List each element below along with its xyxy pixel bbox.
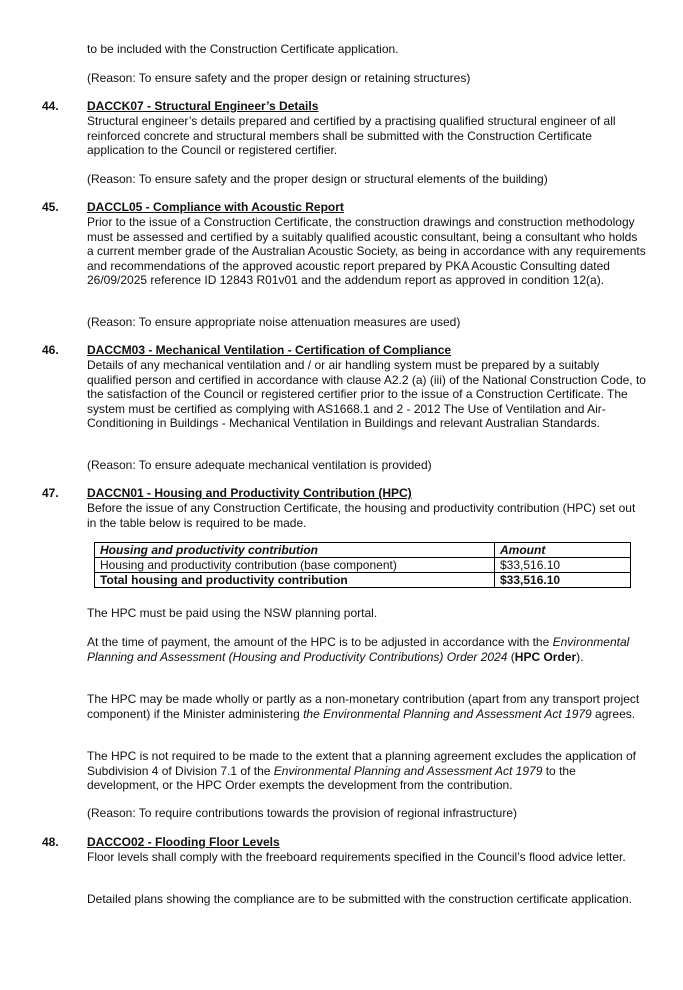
reason-text: (Reason: To require contributions towards the provision of regional infrastructure) [87, 806, 517, 820]
condition-number: 45. [42, 200, 59, 214]
text-run: The HPC may be made wholly or partly as a non-monetary contribution (apart from any transport project component) if the Minister administering [87, 692, 640, 721]
condition-body: Before the issue of any Construction Certificate, the housing and productivity contribution (HPC) set out in the table below is required to be made. [87, 501, 636, 530]
hpc-table [94, 542, 631, 588]
condition-heading: DACCM03 - Mechanical Ventilation - Certification of Compliance [87, 343, 452, 357]
continuation-text: to be included with the Construction Certificate application. [87, 42, 399, 56]
text-run: The HPC is not required to be made to the extent that a planning agreement excludes the application of Subdivision 4 of Division 7.1 of the [87, 749, 637, 778]
condition-number: 44. [42, 99, 59, 113]
condition-body: Structural engineer’s details prepared and certified by a practising qualified structural engineer of all reinforced concrete and structural members shall be submitted with the Construction Certificate application to the Council or registered certifier. [87, 114, 616, 157]
condition-body: Prior to the issue of a Construction Certificate, the construction drawings and construction methodology must be assessed and certified by a suitably qualified acoustic consultant, being a consultant who holds a current member grade of the Australian Acoustic Society, as being in accordance with any requirements and recommendations of the approved acoustic report prepared by PKA Acoustic Consulting dated 26/09/2025 reference ID 12843 R01v01 and the addendum report as approved in condition 12(a). [87, 215, 646, 287]
order-title: Environmental Planning and Assessment (Housing and Productivity Contributions) Order 2024 [87, 635, 630, 664]
hpc-paragraph [87, 692, 647, 721]
act-title: Environmental Planning and Assessment Act 1979 [273, 763, 543, 778]
condition-heading: DACCL05 - Compliance with Acoustic Report [87, 200, 344, 214]
act-title: the Environmental Planning and Assessment Act 1979 [303, 706, 592, 721]
reason-text: (Reason: To ensure safety and the proper design or structural elements of the building) [87, 172, 548, 186]
text-run: to the development, or the HPC Order exempts the development from the contribution. [87, 763, 576, 792]
condition-paragraph: Detailed plans showing the compliance are to be submitted with the construction certificate application. [87, 892, 632, 906]
table-cell: $33,516.10 [495, 558, 631, 573]
reason-text: (Reason: To ensure appropriate noise attenuation measures are used) [87, 315, 461, 329]
condition-heading: DACCO02 - Flooding Floor Levels [87, 835, 280, 849]
text-run: ( [507, 649, 515, 664]
table-header-row [95, 543, 631, 558]
table-cell: Housing and productivity contribution (base component) [95, 558, 495, 573]
table-row [95, 558, 631, 573]
hpc-paragraph: The HPC must be paid using the NSW planning portal. [87, 606, 378, 620]
reason-text: (Reason: To ensure safety and the proper design or retaining structures) [87, 71, 471, 85]
condition-heading: DACCK07 - Structural Engineer’s Details [87, 99, 319, 113]
table-total-value: $33,516.10 [495, 573, 631, 588]
condition-heading: DACCN01 - Housing and Productivity Contribution (HPC) [87, 486, 412, 500]
condition-body: Floor levels shall comply with the freeboard requirements specified in the Council’s flood advice letter. [87, 850, 626, 864]
text-run: agrees. [591, 706, 636, 721]
hpc-paragraph [87, 749, 647, 793]
table-total-row [95, 573, 631, 588]
table-header-cell: Housing and productivity contribution [95, 543, 495, 558]
hpc-order-term: HPC Order [514, 649, 577, 664]
text-run: ). [576, 649, 584, 664]
condition-number: 47. [42, 486, 59, 500]
text-run: At the time of payment, the amount of the HPC is to be adjusted in accordance with the [87, 635, 553, 649]
table-total-label: Total housing and productivity contribution [95, 573, 495, 588]
condition-body: Details of any mechanical ventilation and / or air handling system must be prepared by a suitably qualified person and certified in accordance with clause A2.2 (a) (iii) of the National Construction Code, to the satisfaction of the Council or registered certifier prior to the issue of a Construction Certificate. The system must be certified as complying with AS1668.1 and 2 - 2012 The Use of Ventilation and Air-Conditioning in Buildings - Mechanical Ventilation in Buildings and relevant Australian Standards. [87, 358, 646, 430]
condition-number: 46. [42, 343, 59, 357]
condition-number: 48. [42, 835, 59, 849]
reason-text: (Reason: To ensure adequate mechanical ventilation is provided) [87, 458, 432, 472]
table-header-cell: Amount [495, 543, 631, 558]
hpc-paragraph [87, 635, 647, 664]
